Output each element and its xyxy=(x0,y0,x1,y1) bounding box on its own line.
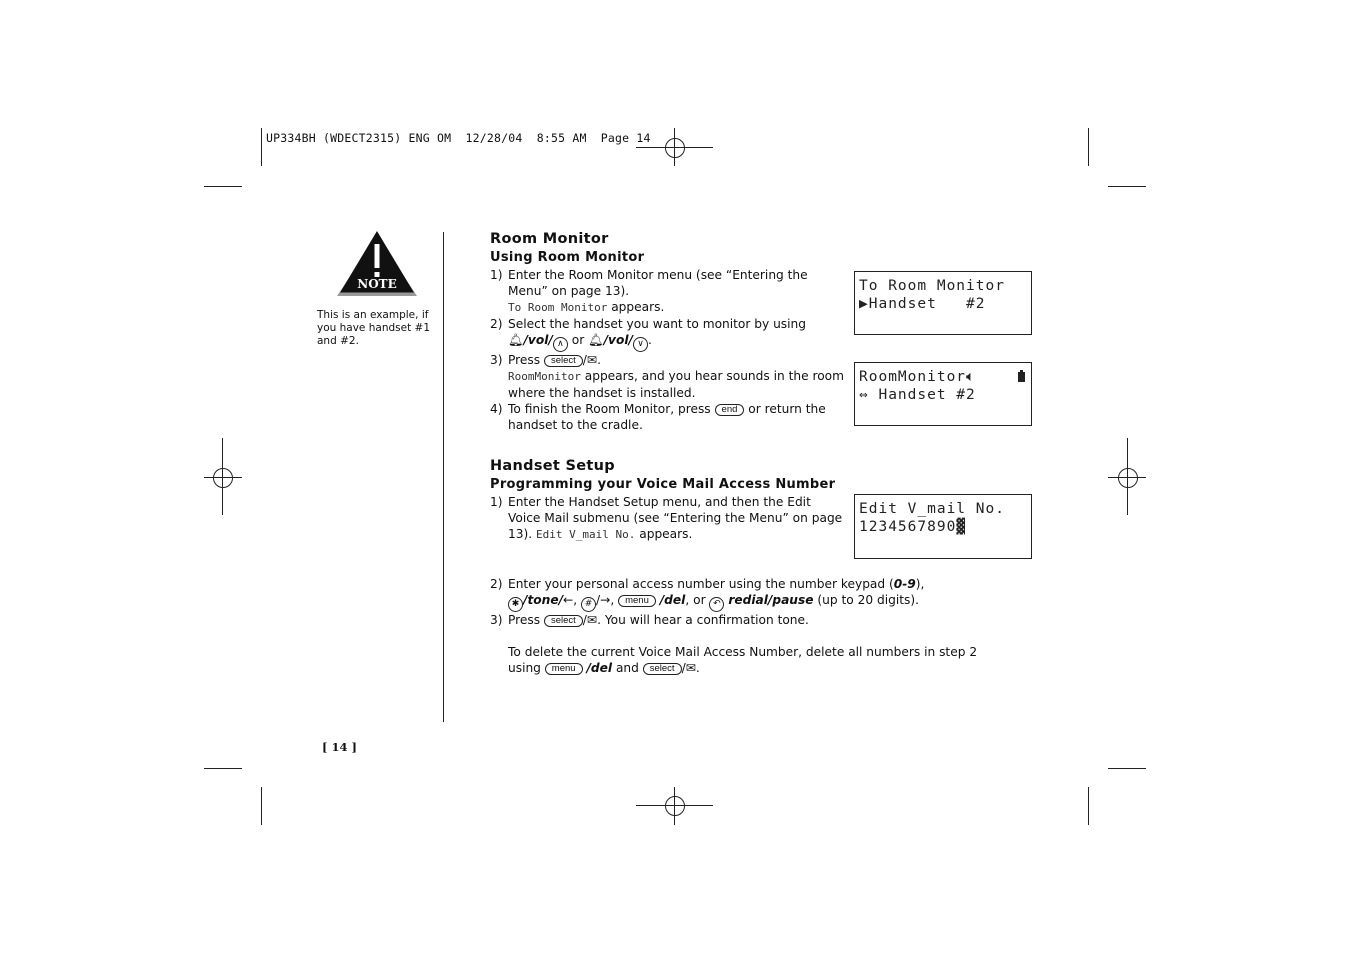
page-number: [ 14 ] xyxy=(322,740,357,754)
up-arrow-key-icon: ∧ xyxy=(553,337,568,352)
menu-key: menu xyxy=(545,663,583,675)
room-monitor-step-1: 1) Enter the Room Monitor menu (see “Entering the Menu” on page 13). To Room Monitor appears. xyxy=(490,268,808,314)
select-key: select xyxy=(544,355,583,367)
section-title-room-monitor: Room Monitor xyxy=(490,231,609,247)
section-title-handset-setup: Handset Setup xyxy=(490,458,615,474)
delete-voice-mail-note: To delete the current Voice Mail Access Number, delete all numbers in step 2 using menu /del and select /✉︎. xyxy=(508,645,978,675)
right-arrow-icon: → xyxy=(600,593,611,607)
handset-setup-step-3: 3) Press select /✉︎. You will hear a confirmation tone. xyxy=(490,613,809,627)
handset-setup-step-2: 2) Enter your personal access number using the number keypad (0-9), ✱ /tone/←, # /→, menu /del, or ↶ redial/pause (up to 20 digits). xyxy=(490,576,990,612)
lcd-screen-room-monitor-active: RoomMonitor🔈︎ ⇔ Handset #2 xyxy=(854,362,1032,426)
bidirectional-arrow-icon: ⇔ xyxy=(859,387,869,403)
lcd-screen-edit-voicemail: Edit V_mail No. 1234567890▓ xyxy=(854,494,1032,559)
text-cursor-icon: ▓ xyxy=(956,519,967,535)
room-monitor-step-2: 2) Select the handset you want to monitor by using 🔔︎/vol/ ∧ or 🔔︎/vol/ ∨ . xyxy=(490,316,845,352)
bell-icon: 🔔︎ xyxy=(588,333,604,347)
subsection-title-using-room-monitor: Using Room Monitor xyxy=(490,250,645,265)
room-monitor-step-3: 3) Press select /✉︎. RoomMonitor appears, and you hear sounds in the room where the handset is installed. xyxy=(490,353,844,400)
envelope-icon: ✉︎ xyxy=(685,661,696,675)
envelope-icon: ✉︎ xyxy=(586,613,598,627)
sidebar-divider xyxy=(443,232,444,722)
end-key: end xyxy=(715,404,745,416)
envelope-icon: ✉︎ xyxy=(586,353,598,367)
room-monitor-steps xyxy=(490,267,845,433)
note-warning-icon xyxy=(333,230,421,300)
select-key: select xyxy=(643,663,682,675)
bell-icon: 🔔︎ xyxy=(508,333,524,347)
pound-key-icon: # xyxy=(581,597,596,612)
redial-key-icon: ↶ xyxy=(709,597,724,612)
note-label: NOTE xyxy=(357,277,397,291)
speaker-icon: 🔈︎ xyxy=(966,369,976,385)
subsection-title-voice-mail: Programming your Voice Mail Access Number xyxy=(490,477,836,492)
handset-setup-steps-b xyxy=(490,576,990,628)
cursor-icon: ▶ xyxy=(859,296,869,312)
select-key: select xyxy=(544,615,583,627)
battery-icon xyxy=(1018,372,1025,382)
left-arrow-icon: ← xyxy=(563,593,574,607)
down-arrow-key-icon: ∨ xyxy=(633,337,648,352)
handset-setup-steps-a xyxy=(490,494,845,543)
menu-key: menu xyxy=(618,595,656,607)
star-key-icon: ✱ xyxy=(508,597,523,612)
note-caption: This is an example, if you have handset #1 and #2. xyxy=(317,309,431,347)
room-monitor-step-4: 4) To finish the Room Monitor, press end or return the handset to the cradle. xyxy=(490,402,826,432)
lcd-screen-room-monitor-select: To Room Monitor ▶Handset #2 xyxy=(854,271,1032,335)
header-slug: UP334BH (WDECT2315) ENG OM 12/28/04 8:55 AM Page 14 xyxy=(266,131,651,145)
handset-setup-step-1: 1) Enter the Handset Setup menu, and then the Edit Voice Mail submenu (see “Entering the Menu” on page 13). Edit V_mail No. appears. xyxy=(490,495,843,541)
